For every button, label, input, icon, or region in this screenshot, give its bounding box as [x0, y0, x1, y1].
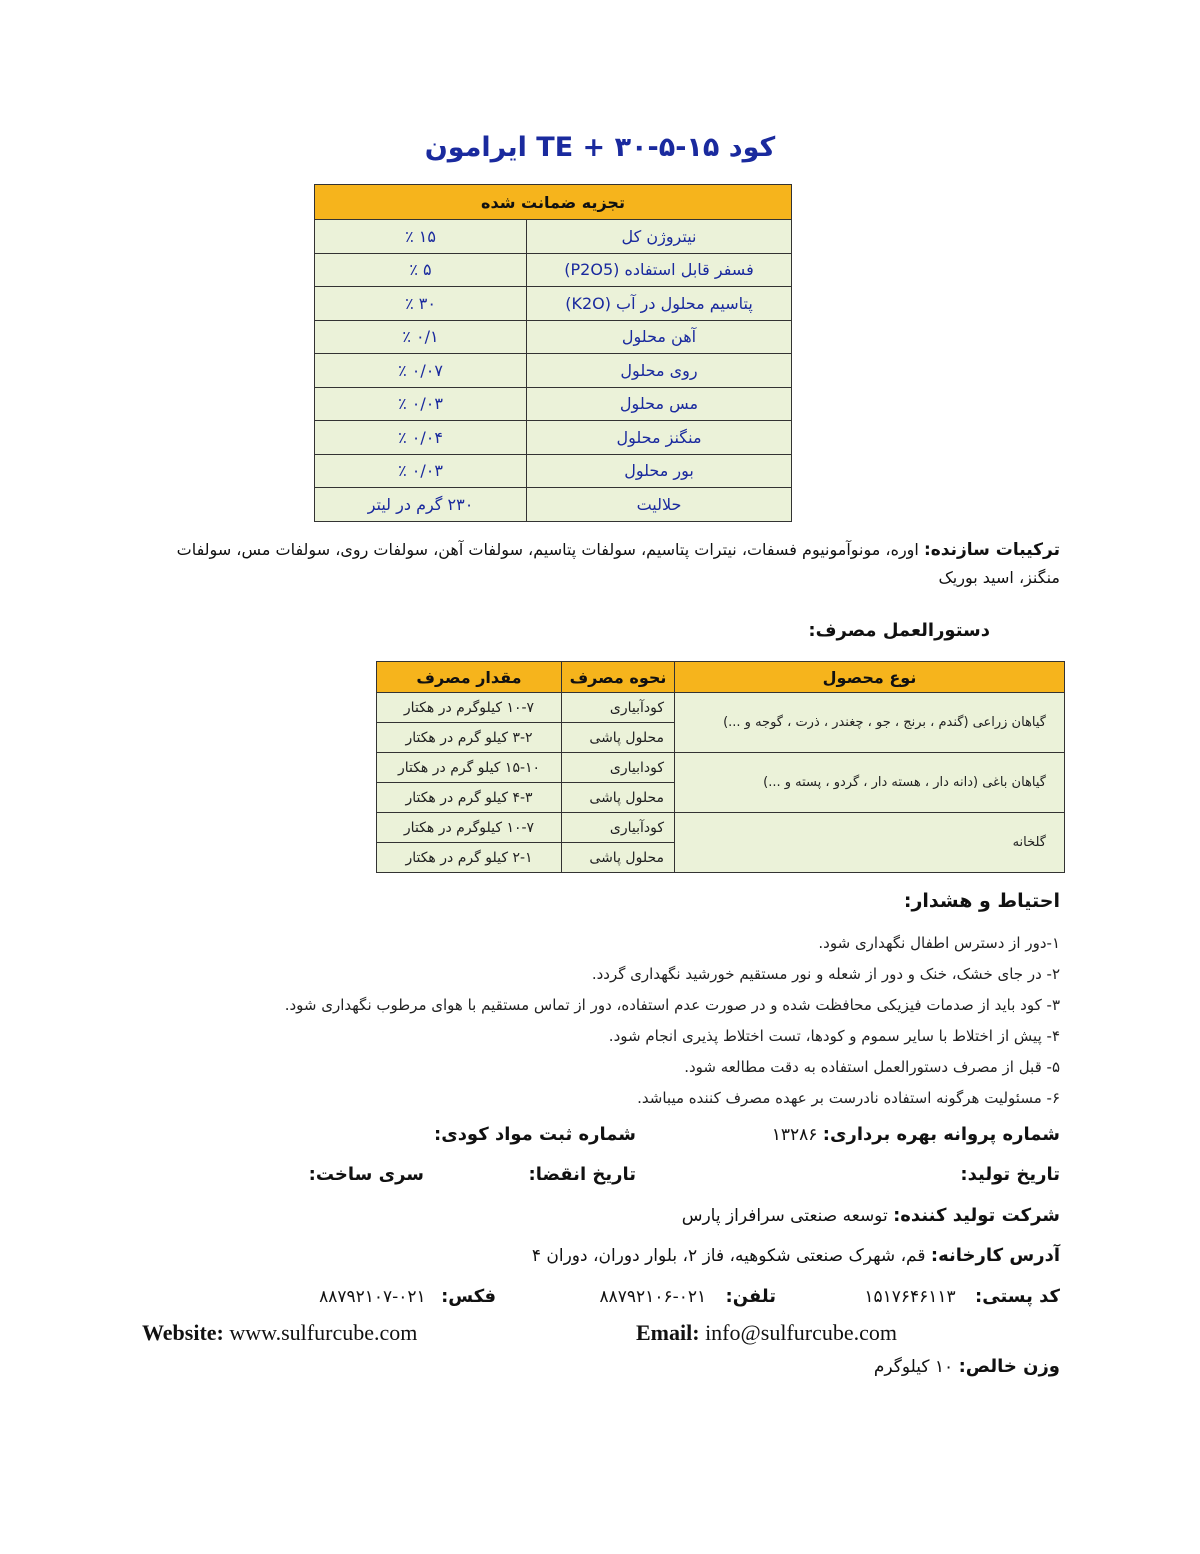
- ingredients-paragraph: [140, 536, 1060, 592]
- warning-item: ۵- قبل از مصرف دستورالعمل استفاده به دقت مطالعه شود.: [684, 1058, 1060, 1076]
- batch-label: سری ساخت:: [308, 1164, 424, 1185]
- batch-line: [309, 1164, 424, 1185]
- analysis-value: ۱۵ ٪: [315, 220, 527, 254]
- usage-row: [377, 753, 1065, 783]
- email-label: Email:: [636, 1320, 700, 1345]
- postal-label: کد پستی:: [975, 1286, 1060, 1307]
- analysis-row: [315, 220, 792, 254]
- phone-value: ۰۲۱-۸۸۷۹۲۱۰۶: [599, 1287, 707, 1307]
- registration-line: [434, 1124, 636, 1145]
- analysis-value: ۰/۱ ٪: [315, 320, 527, 354]
- ingredients-text: اوره، مونوآمونیوم فسفات، نیترات پتاسیم، سولفات پتاسیم، سولفات آهن، سولفات روی، سولفات مس، سولفات منگنز، اسید بوریک: [176, 540, 1060, 587]
- analysis-value: ۲۳۰ گرم در لیتر: [315, 488, 527, 522]
- analysis-row: [315, 354, 792, 388]
- analysis-value: ۳۰ ٪: [315, 287, 527, 321]
- fax-line: [319, 1286, 496, 1307]
- analysis-row: [315, 421, 792, 455]
- analysis-row: [315, 454, 792, 488]
- analysis-name: پتاسیم محلول در آب (K2O): [527, 287, 792, 321]
- warning-item: ۲- در جای خشک، خنک و دور از شعله و نور مستقیم خورشید نگهداری گردد.: [591, 965, 1060, 983]
- analysis-value: ۰/۰۳ ٪: [315, 454, 527, 488]
- address-line: [532, 1245, 1060, 1266]
- warning-item: ۳- کود باید از صدمات فیزیکی محافظت شده و در صورت عدم استفاده، دور از تماس مستقیم با هوای مرطوب نگهداری شود.: [284, 996, 1060, 1014]
- analysis-row: [315, 387, 792, 421]
- analysis-name: مس محلول: [527, 387, 792, 421]
- crop-cell: گلخانه: [675, 813, 1065, 873]
- expiry-label: تاریخ انقضا:: [528, 1164, 636, 1185]
- crop-cell: گیاهان باغی (دانه دار ، هسته دار ، گردو ، پسته و ...): [675, 753, 1065, 813]
- header-crop: نوع محصول: [675, 662, 1065, 693]
- license-label: شماره پروانه بهره برداری:: [822, 1124, 1060, 1145]
- amount-cell: ۴-۳ کیلو گرم در هکتار: [377, 783, 562, 813]
- method-cell: کودآبیاری: [562, 813, 675, 843]
- warning-item: ۱-دور از دسترس اطفال نگهداری شود.: [818, 934, 1060, 952]
- weight-label: وزن خالص:: [958, 1356, 1060, 1377]
- header-method: نحوه مصرف: [562, 662, 675, 693]
- expiry-line: [529, 1164, 636, 1185]
- website-label: Website:: [142, 1320, 224, 1345]
- analysis-row: [315, 253, 792, 287]
- amount-cell: ۱۰-۷ کیلوگرم در هکتار: [377, 813, 562, 843]
- analysis-name: حلالیت: [527, 488, 792, 522]
- license-line: [772, 1124, 1060, 1145]
- analysis-row: [315, 320, 792, 354]
- method-cell: کودابیاری: [562, 753, 675, 783]
- analysis-row: [315, 287, 792, 321]
- usage-table: [376, 661, 1065, 873]
- analysis-name: آهن محلول: [527, 320, 792, 354]
- analysis-value: ۰/۰۳ ٪: [315, 387, 527, 421]
- usage-row: [377, 813, 1065, 843]
- phone-line: [600, 1286, 776, 1307]
- warnings-list: [140, 928, 1060, 1114]
- manufacturer-value: توسعه صنعتی سرافراز پارس: [681, 1206, 888, 1226]
- phone-label: تلفن:: [725, 1286, 776, 1307]
- website-line: [142, 1320, 417, 1346]
- weight-line: [874, 1356, 1060, 1377]
- analysis-name: روی محلول: [527, 354, 792, 388]
- header-amount: مقدار مصرف: [377, 662, 562, 693]
- usage-row: [377, 693, 1065, 723]
- manufacturer-label: شرکت تولید کننده:: [893, 1205, 1060, 1226]
- fax-label: فکس:: [441, 1286, 496, 1307]
- crop-cell: گیاهان زراعی (گندم ، برنج ، جو ، چغندر ، ذرت ، گوجه و ...): [675, 693, 1065, 753]
- warning-item: ۶- مسئولیت هرگونه استفاده نادرست بر عهده مصرف کننده میباشد.: [637, 1089, 1060, 1107]
- amount-cell: ۳-۲ کیلو گرم در هکتار: [377, 723, 562, 753]
- warning-item: ۴- پیش از اختلاط با سایر سموم و کودها، تست اختلاط پذیری انجام شود.: [608, 1027, 1060, 1045]
- analysis-name: منگنز محلول: [527, 421, 792, 455]
- analysis-value: ۵ ٪: [315, 253, 527, 287]
- guaranteed-analysis-table: [314, 184, 792, 522]
- method-cell: کودآبیاری: [562, 693, 675, 723]
- postal-value: ۱۵۱۷۶۴۶۱۱۳: [864, 1287, 956, 1307]
- analysis-value: ۰/۰۷ ٪: [315, 354, 527, 388]
- analysis-header: تجزیه ضمانت شده: [315, 185, 792, 220]
- website-link[interactable]: www.sulfurcube.com: [229, 1320, 418, 1345]
- email-line: [636, 1320, 897, 1346]
- address-value: قم، شهرک صنعتی شکوهیه، فاز ۲، بلوار دوران، دوران ۴: [531, 1246, 926, 1266]
- product-title: کود TE + ۳۰-۵-۱۵ ایرامون: [424, 132, 776, 163]
- fax-value: ۰۲۱-۸۸۷۹۲۱۰۷: [319, 1287, 426, 1307]
- analysis-name: بور محلول: [527, 454, 792, 488]
- analysis-value: ۰/۰۴ ٪: [315, 421, 527, 455]
- amount-cell: ۲-۱ کیلو گرم در هکتار: [377, 843, 562, 873]
- production-date-line: [960, 1164, 1060, 1185]
- address-label: آدرس کارخانه:: [930, 1245, 1060, 1266]
- analysis-name: نیتروژن کل: [527, 220, 792, 254]
- analysis-name: فسفر قابل استفاده (P2O5): [527, 253, 792, 287]
- license-value: ۱۳۲۸۶: [771, 1125, 818, 1145]
- method-cell: محلول پاشی: [562, 783, 675, 813]
- usage-title: دستورالعمل مصرف:: [808, 620, 990, 641]
- postal-line: [864, 1286, 1060, 1307]
- weight-value: ۱۰ کیلوگرم: [873, 1357, 954, 1377]
- amount-cell: ۱۵-۱۰ کیلو گرم در هکتار: [377, 753, 562, 783]
- manufacturer-line: [682, 1205, 1060, 1226]
- usage-header-row: [377, 662, 1065, 693]
- analysis-row: [315, 488, 792, 522]
- warnings-title: احتیاط و هشدار:: [903, 890, 1060, 912]
- ingredients-label: ترکیبات سازنده:: [923, 540, 1060, 560]
- analysis-header-row: [315, 185, 792, 220]
- email-link[interactable]: info@sulfurcube.com: [705, 1320, 897, 1345]
- method-cell: محلول پاشی: [562, 843, 675, 873]
- production-date-label: تاریخ تولید:: [960, 1164, 1060, 1185]
- registration-label: شماره ثبت مواد کودی:: [434, 1124, 636, 1145]
- method-cell: محلول پاشی: [562, 723, 675, 753]
- amount-cell: ۱۰-۷ کیلوگرم در هکتار: [377, 693, 562, 723]
